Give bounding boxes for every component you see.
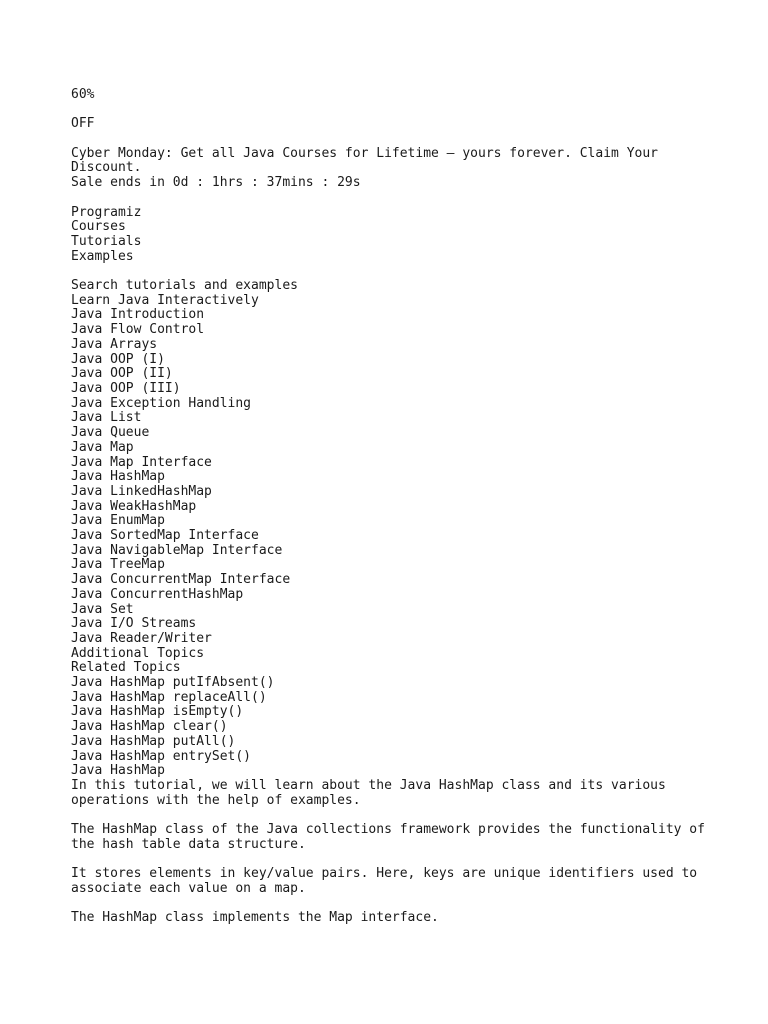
key-value-paragraph: It stores elements in key/value pairs. Here, keys are unique identifiers used to associate each value on a map.	[71, 866, 705, 896]
sidebar-item-map[interactable]: Java Map	[71, 439, 134, 455]
related-topics	[71, 661, 711, 764]
sidebar-item-enummap[interactable]: Java EnumMap	[71, 513, 165, 529]
sidebar-item-hashmap[interactable]: Java HashMap	[71, 469, 165, 485]
discount-percent: 60%	[71, 87, 95, 102]
promo-link[interactable]: Cyber Monday: Get all Java Courses for Lifetime – yours forever. Claim Your Discount.	[71, 145, 666, 176]
discount-off-label: OFF	[71, 116, 95, 132]
brand-logo-link[interactable]: Programiz	[71, 204, 142, 220]
top-nav	[71, 206, 711, 265]
sidebar-item-map-interface[interactable]: Java Map Interface	[71, 454, 212, 470]
page-title: Java HashMap	[71, 763, 165, 779]
related-item-clear[interactable]: Java HashMap clear()	[71, 719, 228, 735]
sidebar-item-sortedmap-interface[interactable]: Java SortedMap Interface	[71, 528, 259, 544]
nav-item-tutorials[interactable]: Tutorials	[71, 233, 142, 249]
related-item-putifabsent[interactable]: Java HashMap putIfAbsent()	[71, 675, 275, 691]
sidebar-item-linkedhashmap[interactable]: Java LinkedHashMap	[71, 483, 212, 499]
sidebar	[71, 294, 711, 662]
sidebar-item-oop-3[interactable]: Java OOP (III)	[71, 381, 181, 396]
related-item-isempty[interactable]: Java HashMap isEmpty()	[71, 704, 244, 720]
related-item-putall[interactable]: Java HashMap putAll()	[71, 733, 236, 749]
sidebar-item-exception-handling[interactable]: Java Exception Handling	[71, 395, 252, 411]
sidebar-item-oop-1[interactable]: Java OOP (I)	[71, 351, 165, 367]
page-content	[71, 88, 711, 926]
sidebar-item-reader-writer[interactable]: Java Reader/Writer	[71, 630, 212, 646]
related-item-replaceall[interactable]: Java HashMap replaceAll()	[71, 689, 267, 705]
sidebar-item-treemap[interactable]: Java TreeMap	[71, 557, 165, 573]
sidebar-item-queue[interactable]: Java Queue	[71, 425, 150, 441]
nav-item-examples[interactable]: Examples	[71, 248, 134, 264]
sidebar-item-concurrenthashmap[interactable]: Java ConcurrentHashMap	[71, 586, 244, 602]
sidebar-item-introduction[interactable]: Java Introduction	[71, 307, 205, 323]
sidebar-item-concurrentmap-interface[interactable]: Java ConcurrentMap Interface	[71, 572, 291, 588]
intro-paragraph: In this tutorial, we will learn about the Java HashMap class and its various operations with the help of examples.	[71, 777, 674, 808]
sidebar-item-oop-2[interactable]: Java OOP (II)	[71, 366, 173, 382]
sale-countdown: Sale ends in 0d : 1hrs : 37mins : 29s	[71, 175, 361, 191]
implements-paragraph: The HashMap class implements the Map interface.	[71, 910, 439, 926]
search-input[interactable]: Search tutorials and examples	[71, 278, 298, 294]
sidebar-item-weakhashmap[interactable]: Java WeakHashMap	[71, 498, 197, 514]
sidebar-item-io-streams[interactable]: Java I/O Streams	[71, 616, 197, 632]
article	[71, 764, 711, 926]
sidebar-item-list[interactable]: Java List	[71, 410, 142, 426]
sidebar-item-navigablemap-interface[interactable]: Java NavigableMap Interface	[71, 542, 283, 558]
sidebar-item-flow-control[interactable]: Java Flow Control	[71, 322, 205, 338]
promo-banner[interactable]	[71, 88, 711, 191]
description-paragraph: The HashMap class of the Java collections framework provides the functionality of the hash table data structure.	[71, 822, 713, 852]
nav-item-courses[interactable]: Courses	[71, 219, 126, 235]
sidebar-item-additional-topics[interactable]: Additional Topics	[71, 645, 205, 661]
sidebar-item-arrays[interactable]: Java Arrays	[71, 336, 158, 352]
related-item-entryset[interactable]: Java HashMap entrySet()	[71, 748, 252, 764]
sidebar-item-set[interactable]: Java Set	[71, 601, 134, 617]
learn-interactively-button[interactable]: Learn Java Interactively	[71, 292, 259, 308]
related-topics-heading: Related Topics	[71, 660, 181, 676]
